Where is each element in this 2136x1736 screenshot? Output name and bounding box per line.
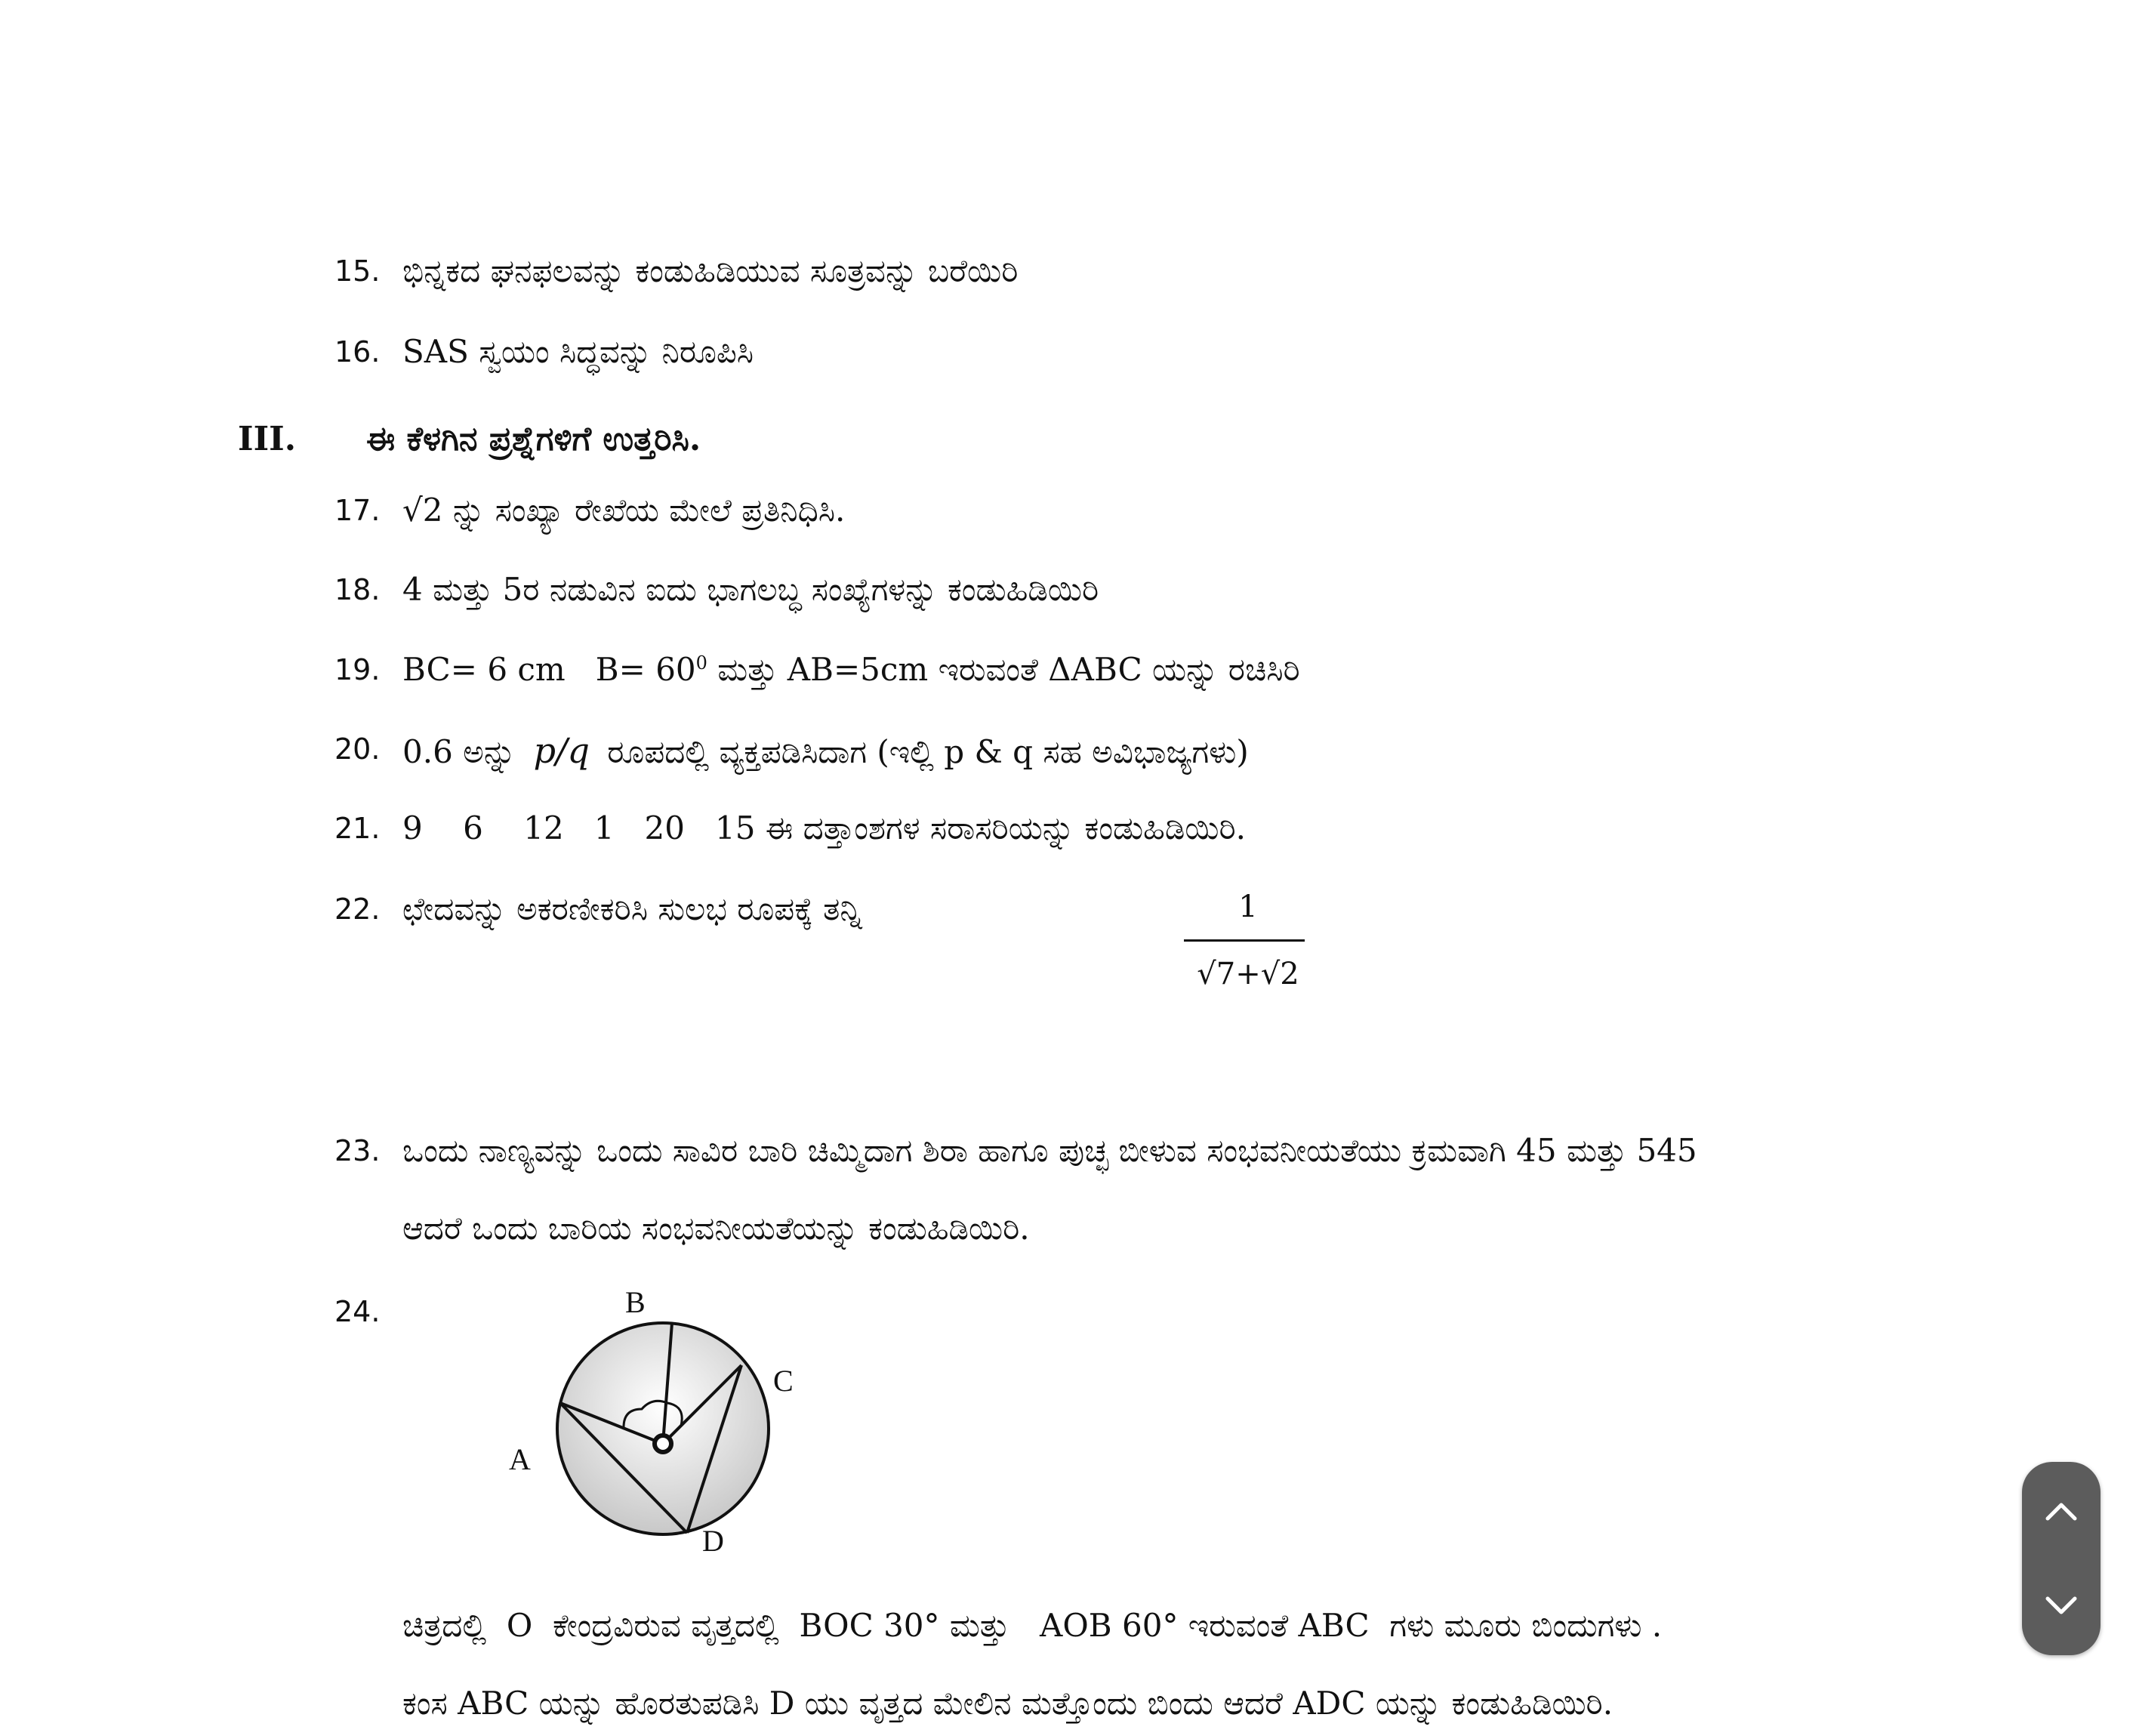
- question-text-line-1: ಚಿತ್ರದಲ್ಲಿ O ಕೇಂದ್ರವಿರುವ ವೃತ್ತದಲ್ಲಿ BOC 30° ಮತ್ತು AOB 60° ಇರುವಂತೆ ABC ಗಳು ಮೂರು ಬಿಂದುಗಳು .: [402, 1607, 1663, 1644]
- question-number: 18.: [334, 573, 381, 606]
- question-number: 21.: [334, 812, 381, 845]
- center-point: [655, 1435, 671, 1452]
- question-number: 15.: [334, 254, 381, 288]
- question-text: √2 ನ್ನು ಸಂಖ್ಯಾ ರೇಖೆಯ ಮೇಲೆ ಪ್ರತಿನಿಧಿಸಿ.: [402, 492, 846, 529]
- fraction-denominator: √7+√2: [1197, 957, 1299, 991]
- page-nav-control: [2022, 1462, 2101, 1655]
- fraction-expression: [1184, 890, 1312, 991]
- label-a: A: [509, 1442, 531, 1476]
- question-text: 9 6 12 1 20 15 ಈ ದತ್ತಾಂಶಗಳ ಸರಾಸರಿಯನ್ನು ಕಂಡುಹಿಡಿಯಿರಿ.: [402, 809, 1247, 846]
- section-title: ಈ ಕೆಳಗಿನ ಪ್ರಶ್ನೆಗಳಿಗೆ ಉತ್ತರಿಸಿ.: [366, 420, 701, 458]
- question-text-part: ರೂಪದಲ್ಲಿ ವ್ಯಕ್ತಪಡಿಸಿದಾಗ (ಇಲ್ಲಿ p & q ಸಹ ಅವಿಭಾಜ್ಯಗಳು): [596, 733, 1249, 770]
- question-text-part: ಮತ್ತು AB=5cm ಇರುವಂತೆ ΔABC ಯನ್ನು ರಚಿಸಿರಿ: [707, 651, 1300, 688]
- scroll-down-button[interactable]: [2022, 1559, 2101, 1655]
- question-number: 23.: [334, 1134, 381, 1167]
- question-text-line-2: ಆದರೆ ಒಂದು ಬಾರಿಯ ಸಂಭವನೀಯತೆಯನ್ನು ಕಂಡುಹಿಡಿಯಿರಿ.: [402, 1210, 1030, 1247]
- chevron-down-icon: [2043, 1596, 2079, 1618]
- question-text: ಛೇದವನ್ನು ಅಕರಣೀಕರಿಸಿ ಸುಲಭ ರೂಪಕ್ಕೆ ತನ್ನಿ: [402, 890, 862, 927]
- question-number: 16.: [334, 335, 381, 368]
- question-text: [402, 730, 1249, 771]
- p-over-q-expression: p/q: [533, 730, 590, 771]
- question-text-part: BC= 6 cm B= 60: [402, 651, 696, 688]
- scroll-up-button[interactable]: [2022, 1462, 2101, 1559]
- question-number: 17.: [334, 494, 381, 527]
- fraction-numerator: 1: [1238, 890, 1258, 924]
- question-text: SAS ಸ್ವಯಂ ಸಿದ್ಧವನ್ನು ನಿರೂಪಿಸಿ: [402, 333, 754, 370]
- question-number: 20.: [334, 732, 381, 766]
- fraction-bar: [1184, 939, 1305, 942]
- question-text: ಭಿನ್ನಕದ ಘನಫಲವನ್ನು ಕಂಡುಹಿಡಿಯುವ ಸೂತ್ರವನ್ನು ಬರೆಯಿರಿ: [402, 252, 1019, 289]
- degree-superscript: 0: [695, 652, 707, 674]
- question-text-part: 0.6 ಅನ್ನು: [402, 733, 526, 770]
- question-text: 4 ಮತ್ತು 5ರ ನಡುವಿನ ಐದು ಭಾಗಲಬ್ಧ ಸಂಖ್ಯೆಗಳನ್ನು ಕಂಡುಹಿಡಿಯಿರಿ: [402, 571, 1099, 608]
- label-d: D: [702, 1524, 724, 1558]
- chevron-up-icon: [2043, 1499, 2079, 1522]
- section-number: III.: [238, 420, 297, 458]
- label-b: B: [625, 1285, 646, 1319]
- question-text-line-2: ಕಂಸ ABC ಯನ್ನು ಹೊರತುಪಡಿಸಿ D ಯು ವೃತ್ತದ ಮೇಲಿನ ಮತ್ತೊಂದು ಬಿಂದು ಆದರೆ ADC ಯನ್ನು ಕಂಡುಹಿಡಿಯಿರಿ.: [402, 1685, 1614, 1722]
- circle-diagram: [483, 1276, 815, 1578]
- question-text: [402, 651, 1300, 688]
- question-text-line-1: ಒಂದು ನಾಣ್ಯವನ್ನು ಒಂದು ಸಾವಿರ ಬಾರಿ ಚಿಮ್ಮಿದಾಗ ಶಿರಾ ಹಾಗೂ ಪುಚ್ಛ ಬೀಳುವ ಸಂಭವನೀಯತೆಯು ಕ್ರಮವಾಗಿ 45 ಮತ್ತು 545: [402, 1132, 1697, 1169]
- label-c: C: [773, 1364, 794, 1398]
- question-number: 19.: [334, 653, 381, 686]
- question-number: 24.: [334, 1295, 381, 1328]
- question-number: 22.: [334, 893, 381, 926]
